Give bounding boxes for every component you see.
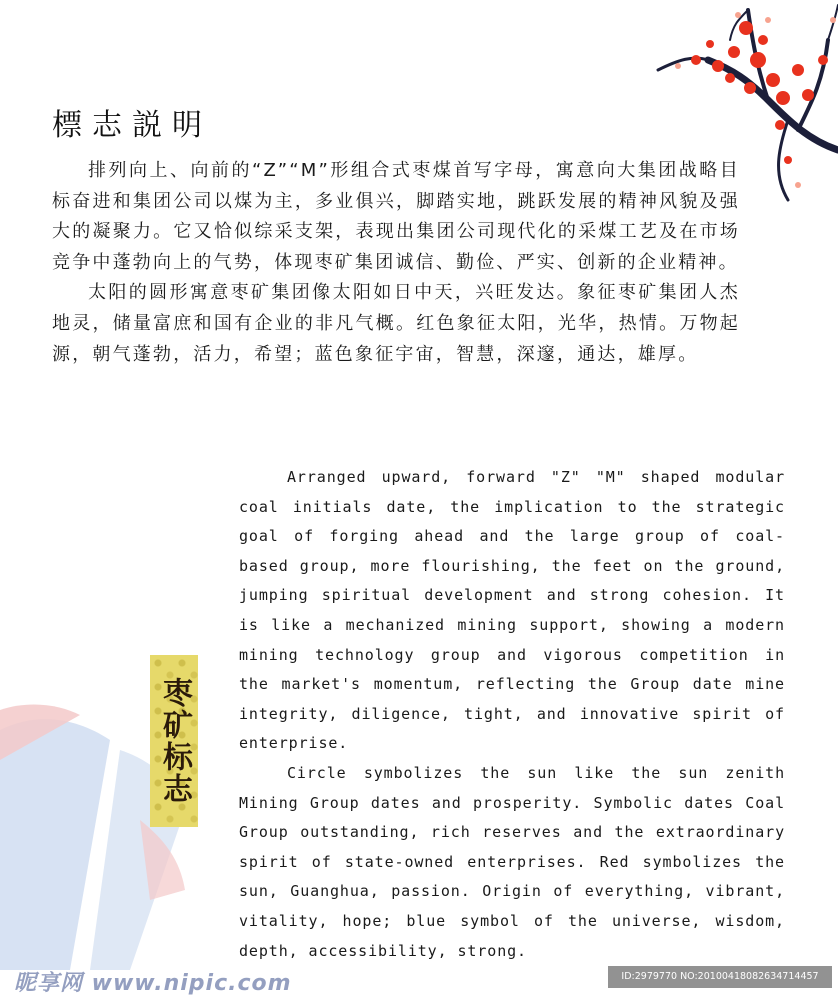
chinese-description [52, 156, 740, 370]
watermark-logo: 昵享网 www.nipic.com [14, 971, 292, 996]
english-description [239, 463, 785, 966]
english-paragraph-1: Arranged upward, forward "Z" "M" shaped modular coal initials date, the implication to the strategic goal of forging ahead and the large group of coal-based group, more flourishing, the feet on the ground, jumping spiritual development and strong cohesion. It is like a mechanized mining support, showing a modern mining technology group and vigorous competition in the market's momentum, reflecting the Group date mine integrity, diligence, tight, and innovative spirit of enterprise. [239, 468, 785, 753]
page-title: 標志説明 [52, 108, 212, 143]
section-label-plaque [150, 655, 198, 827]
watermark-id: ID:2979770 NO:20100418082634714457 [608, 966, 832, 988]
english-paragraph-2: Circle symbolizes the sun like the sun zenith Mining Group dates and prosperity. Symbolic dates Coal Group outstanding, rich reserves and the extraordinary spirit of state-owned enterprises. Red symbolizes the sun, Guanghua, passion. Origin of everything, vibrant, vitality, hope; blue symbol of the universe, wisdom, depth, accessibility, strong. [239, 763, 785, 960]
chinese-paragraph-1: 排列向上、向前的“Z”“M”形组合式枣煤首写字母，寓意向大集团战略目标奋进和集团公司以煤为主，多业俱兴，脚踏实地，跳跃发展的精神风貌及强大的凝聚力。它又恰似综采支架，表现出集团公司现代化的采煤工艺及在市场竞争中蓬勃向上的气势，体现枣矿集团诚信、勤俭、严实、创新的企业精神。 [52, 160, 740, 273]
section-label-text: 枣矿标志 [157, 677, 192, 805]
chinese-paragraph-2: 太阳的圆形寓意枣矿集团像太阳如日中天，兴旺发达。象征枣矿集团人杰地灵，储量富庶和国有企业的非凡气概。红色象征太阳，光华，热情。万物起源，朝气蓬勃，活力，希望；蓝色象征宇宙，智慧，深邃，通达，雄厚。 [52, 282, 740, 365]
